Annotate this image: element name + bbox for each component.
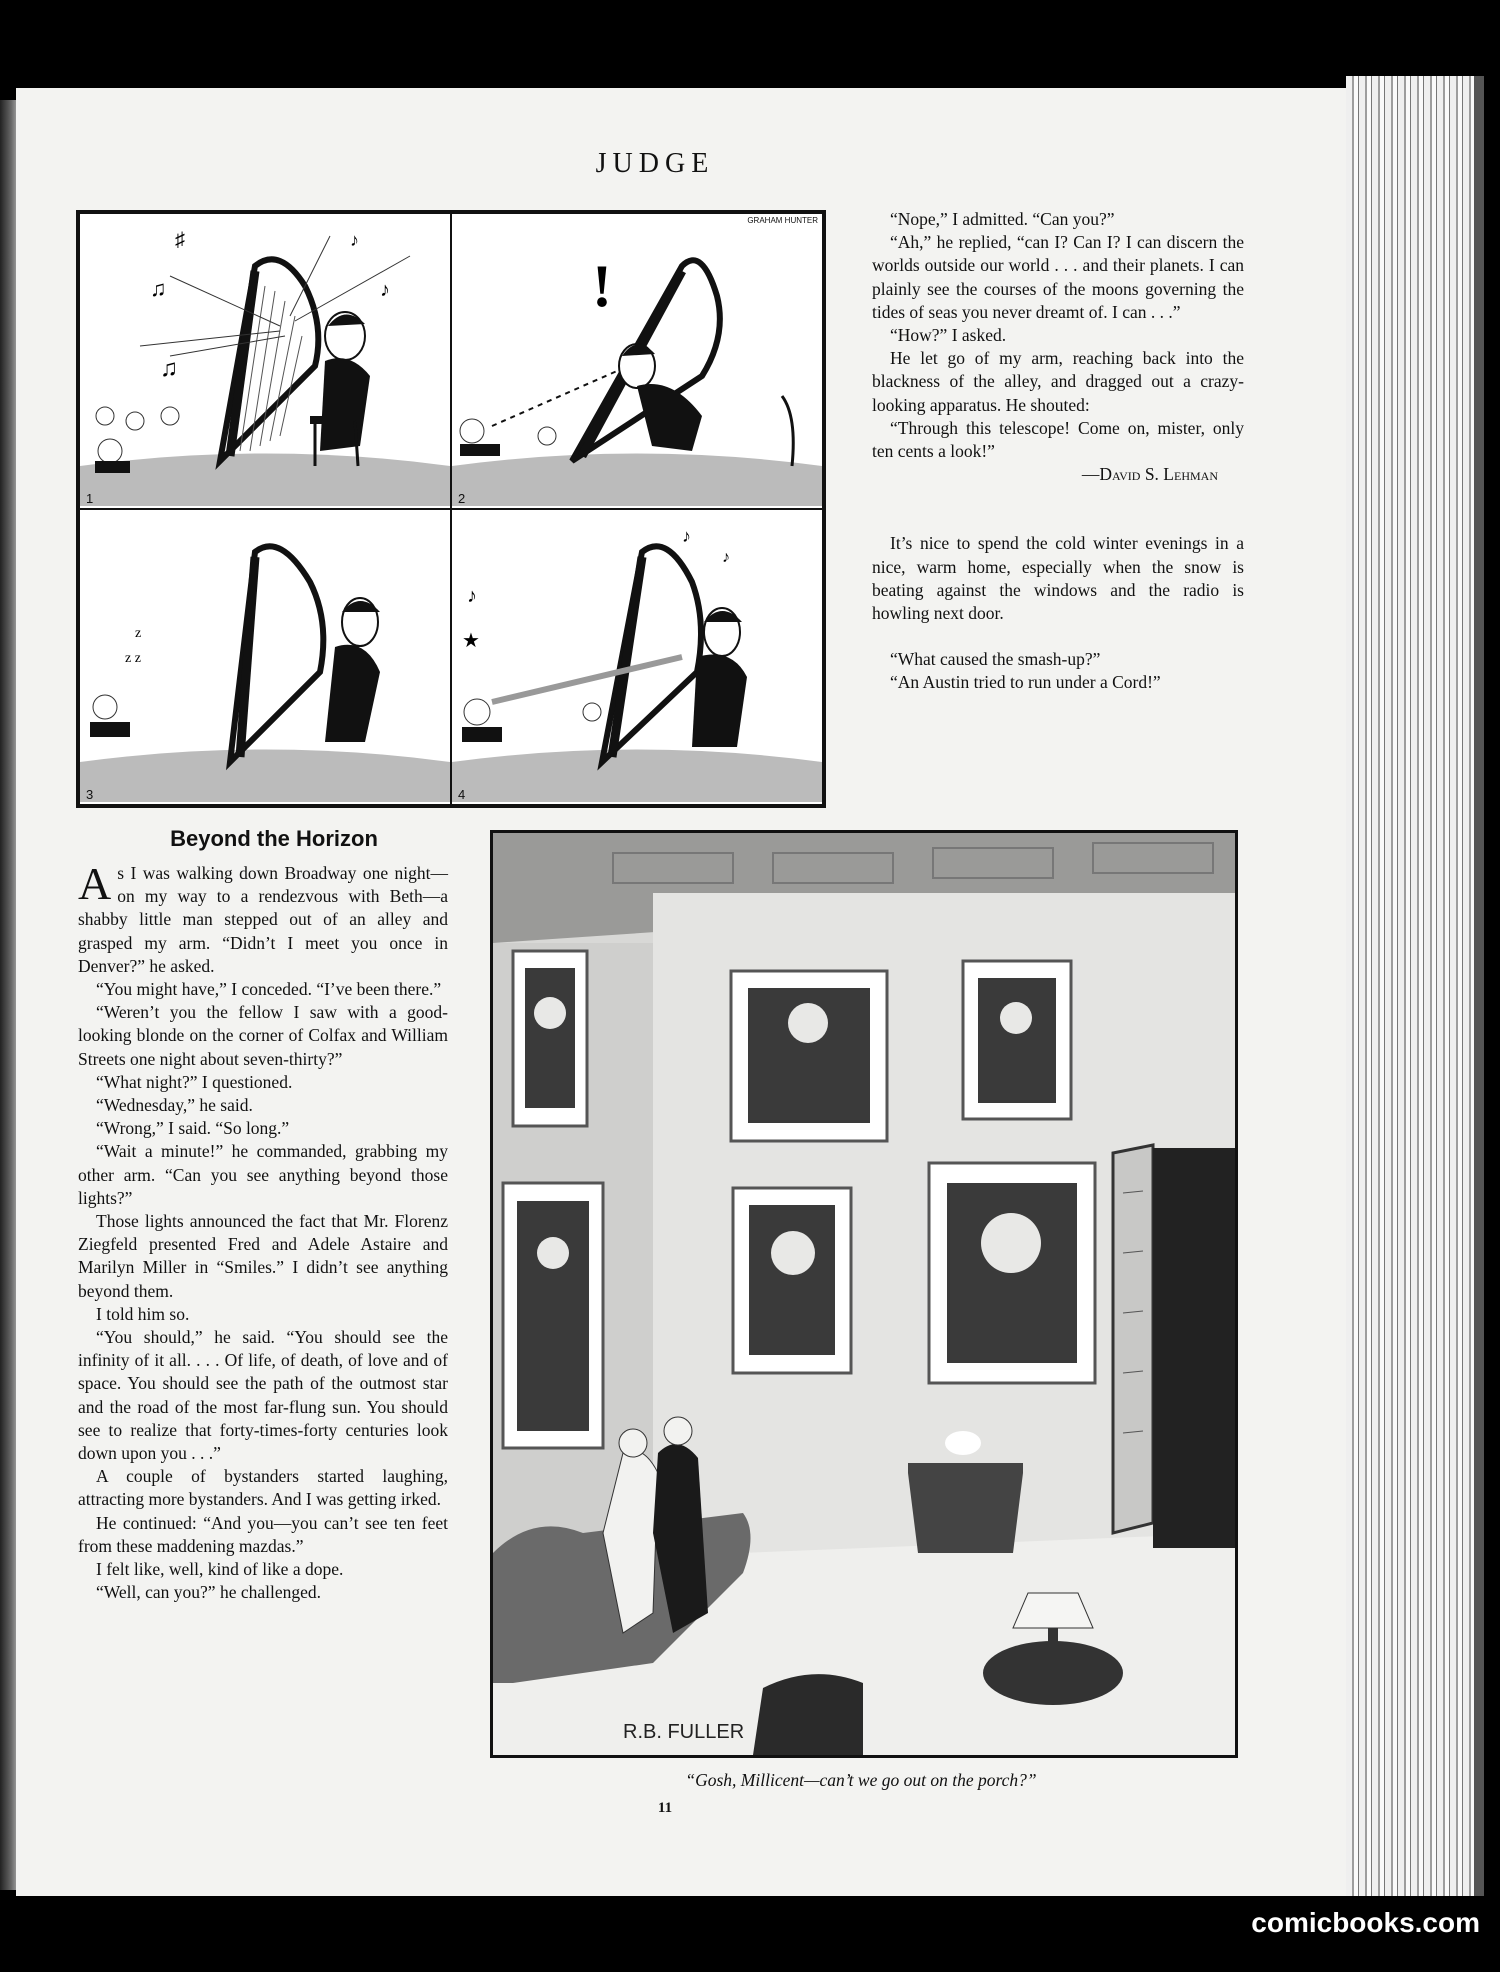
svg-text:♯: ♯ (175, 229, 185, 251)
svg-text:♪: ♪ (380, 279, 390, 301)
drop-cap: A (78, 858, 112, 909)
paragraph: Those lights announced the fact that Mr. Florenz Ziegfeld presented Fred and Adele Astaire and Marilyn Miller in “Smiles.” I didn’t see anything beyond them. (78, 1211, 448, 1301)
paragraph: “Nope,” I admitted. “Can you?” (890, 209, 1115, 229)
joke-line: “An Austin tried to run under a Cord!” (890, 672, 1161, 693)
illustration-caption: “Gosh, Millicent—can’t we go out on the porch?” (685, 1770, 1037, 1790)
comic-panel-3 (79, 509, 451, 805)
illustration-signature: R.B. FULLER (623, 1721, 745, 1743)
right-text-column (872, 208, 1244, 695)
svg-text:z z: z z (125, 651, 141, 666)
svg-text:♫: ♫ (150, 276, 167, 301)
watermark: comicbooks.com (1251, 1907, 1480, 1938)
paragraph: “Weren’t you the fellow I saw with a good-looking blonde on the corner of Colfax and William Streets one night about seven-thirty?” (78, 1002, 448, 1069)
panel-number: 3 (86, 787, 94, 802)
comic-strip (76, 210, 826, 808)
panel-number: 1 (86, 491, 94, 506)
paragraph: He continued: “And you—you can’t see ten feet from these maddening mazdas.” (78, 1512, 448, 1556)
paragraph: I felt like, well, kind of like a dope. (96, 1559, 344, 1580)
harpist-resting-drawing (80, 510, 450, 804)
harpist-playing-drawing (80, 214, 450, 508)
masthead-title: JUDGE (595, 148, 715, 179)
harpist-staring-drawing (452, 214, 822, 508)
panel-number: 2 (458, 491, 466, 506)
paragraph: “You should,” he said. “You should see the infinity of it all. . . . Of life, of death, of love and of space. You should see the path of the outmost star and the road of the most far-flung sun. You should see to realize that forty-times-forty centuries look down upon you . . .” (78, 1327, 448, 1464)
paragraph: “Wednesday,” he said. (96, 1095, 253, 1116)
paragraph: A couple of bystanders started laughing, attracting more bystanders. And I was getting irked. (78, 1466, 448, 1510)
spacer (872, 486, 1244, 532)
story-opening (78, 858, 448, 978)
harpist-finale-drawing (452, 510, 822, 804)
paragraph: “What night?” I questioned. (96, 1071, 293, 1092)
svg-text:z: z (135, 626, 142, 641)
comic-panel-2 (451, 213, 823, 509)
parlor-scene-drawing (493, 833, 1235, 1755)
artist-signature: GRAHAM HUNTER (747, 216, 818, 225)
spacer (872, 625, 1244, 648)
paragraph: “Wait a minute!” he commanded, grabbing my other arm. “Can you see anything beyond those lights?” (78, 1141, 448, 1208)
panel-number: 4 (458, 787, 466, 802)
paragraph: “You might have,” I conceded. “I’ve been there.” (96, 979, 442, 1000)
author-byline: —David S. Lehman (1081, 464, 1218, 485)
opening-text: s I was walking down Broadway one night—on my way to a rendezvous with Beth—a shabby little man stepped out of an alley and grasped my arm. “Didn’t I meet you once in Denver?” he asked. (78, 863, 448, 976)
parlor-illustration (490, 830, 1238, 1758)
svg-text:★: ★ (462, 630, 480, 652)
joke-line: “What caused the smash-up?” (890, 649, 1101, 670)
svg-text:♪: ♪ (722, 549, 730, 566)
svg-text:♫: ♫ (160, 356, 178, 382)
story-title: Beyond the Horizon (170, 826, 378, 851)
paragraph: “How?” I asked. (890, 325, 1007, 346)
story-column (78, 858, 448, 1605)
paragraph: “Wrong,” I said. “So long.” (96, 1118, 290, 1139)
paragraph: He let go of my arm, reaching back into the blackness of the alley, and dragged out a crazy-looking apparatus. He shouted: (872, 348, 1244, 415)
svg-text:!: ! (592, 253, 612, 319)
paragraph: “Ah,” he replied, “can I? Can I? I can discern the worlds outside our world . . . and their planets. I can plainly see the courses of the moons governing the tides of seas you never dreamt of. I can . . .” (872, 232, 1244, 322)
svg-text:♪: ♪ (350, 230, 359, 250)
page-edges (1346, 76, 1474, 1896)
page-number: 11 (657, 1800, 673, 1816)
svg-text:♪: ♪ (467, 585, 477, 607)
book-spine-shadow (1474, 76, 1484, 1896)
joke-paragraph: It’s nice to spend the cold winter evenings in a nice, warm home, especially when the snow is beating against the windows and the radio is howling next door. (872, 533, 1244, 624)
paragraph: “Well, can you?” he challenged. (96, 1582, 322, 1603)
comic-panel-4 (451, 509, 823, 805)
paragraph: “Through this telescope! Come on, mister, only ten cents a look!” (872, 417, 1244, 462)
svg-text:♪: ♪ (682, 526, 691, 546)
comic-panel-1 (79, 213, 451, 509)
paragraph: I told him so. (96, 1303, 190, 1324)
